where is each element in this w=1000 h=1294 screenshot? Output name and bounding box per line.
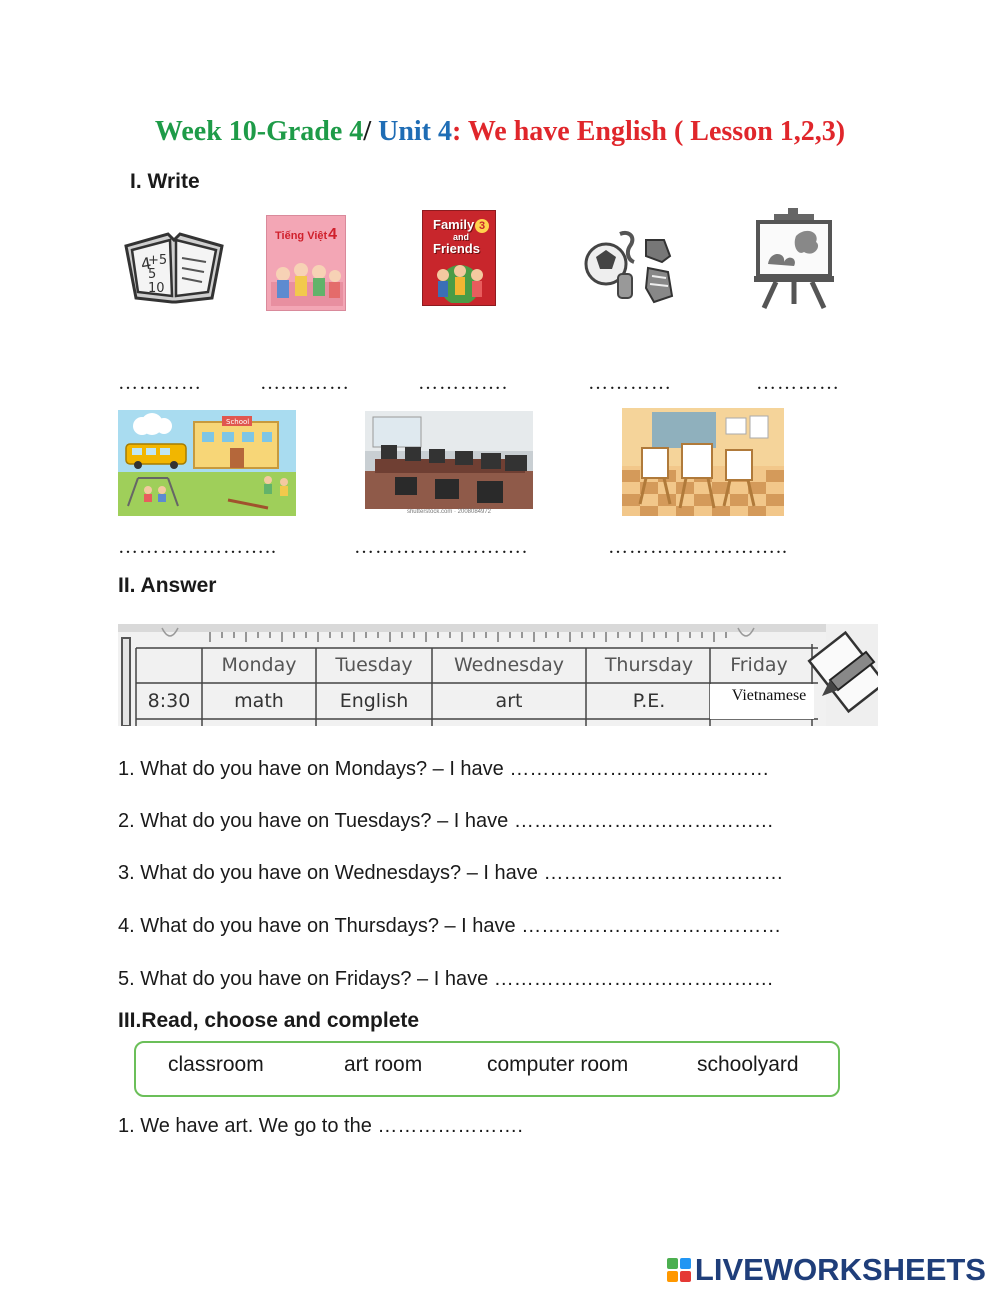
write-blank-5[interactable]: ………… bbox=[756, 372, 840, 394]
title-separator: / bbox=[363, 116, 379, 147]
cover-line-friends: Friends bbox=[433, 241, 480, 256]
timetable-day-2: Tuesday bbox=[335, 654, 413, 676]
timetable-subject-3: art bbox=[495, 690, 523, 712]
liveworksheets-logo[interactable] bbox=[667, 1252, 986, 1288]
schoolyard-picture bbox=[118, 410, 296, 516]
answer-blank-1[interactable]: ………………………………… bbox=[509, 758, 770, 780]
question-3 bbox=[118, 862, 783, 885]
timetable-subject-2: English bbox=[339, 690, 409, 712]
write-blank-8[interactable]: …………………….. bbox=[608, 536, 788, 558]
complete-sentence-1[interactable]: 1. We have art. We go to the …………………. bbox=[118, 1115, 523, 1137]
question-2-text: 2. What do you have on Tuesdays? – I have bbox=[118, 810, 514, 832]
easel-icon bbox=[754, 206, 834, 310]
question-3-text: 3. What do you have on Wednesdays? – I have bbox=[118, 862, 544, 884]
question-5 bbox=[118, 968, 774, 991]
school-sign-text: School bbox=[226, 418, 250, 426]
svg-text:5: 5 bbox=[148, 267, 157, 282]
title-topic: : We have English ( Lesson 1,2,3) bbox=[452, 116, 846, 147]
children-illustration-icon bbox=[271, 252, 343, 306]
section-2-heading: II. Answer bbox=[118, 574, 217, 597]
write-blank-3[interactable]: …………. bbox=[418, 372, 508, 394]
cover-level-number: 3 bbox=[475, 219, 489, 233]
timetable-subject-4: P.E. bbox=[632, 690, 666, 712]
section-3-heading: III.Read, choose and complete bbox=[118, 1009, 420, 1032]
timetable-subject-5: Vietnamese bbox=[731, 687, 807, 704]
answer-blank-3[interactable]: ……………………………… bbox=[543, 862, 784, 884]
word-bank-schoolyard: schoolyard bbox=[697, 1053, 799, 1076]
answer-blank-2[interactable]: ………………………………… bbox=[513, 810, 774, 832]
timetable-day-5: Friday bbox=[730, 654, 788, 676]
write-blank-4[interactable]: ………… bbox=[588, 372, 672, 394]
art-room-picture bbox=[622, 408, 784, 516]
section-1-heading: I. Write bbox=[130, 170, 200, 193]
tieng-viet-cover-title: Tiếng Việt bbox=[275, 230, 328, 242]
stock-photo-caption: shutterstock.com · 2008084972 bbox=[406, 509, 492, 515]
answer-blank-5[interactable]: …………………………………… bbox=[493, 968, 774, 990]
cover-line-and: and bbox=[453, 232, 470, 242]
write-blank-7[interactable]: ……………………. bbox=[354, 536, 528, 558]
question-1-text: 1. What do you have on Mondays? – I have bbox=[118, 758, 510, 780]
word-bank-computer-room: computer room bbox=[487, 1053, 629, 1076]
sports-equipment-icon bbox=[584, 226, 676, 312]
cover-line-family: Family bbox=[433, 217, 475, 232]
write-blank-2[interactable]: ….……… bbox=[260, 372, 350, 394]
write-blank-1[interactable]: ………… bbox=[118, 372, 202, 394]
answer-blank-4[interactable]: ………………………………… bbox=[521, 915, 782, 937]
tieng-viet-book-cover bbox=[266, 215, 346, 311]
svg-text:+5: +5 bbox=[148, 253, 168, 268]
title-week-grade: Week 10-Grade 4 bbox=[154, 116, 364, 147]
logo-text: LIVEWORKSHEETS bbox=[694, 1252, 986, 1287]
math-book-icon bbox=[118, 216, 230, 310]
family-illustration-icon bbox=[427, 259, 493, 303]
question-1 bbox=[118, 758, 769, 781]
timetable-day-4: Thursday bbox=[604, 654, 694, 676]
timetable-subject-1: math bbox=[234, 690, 284, 712]
svg-text:4: 4 bbox=[139, 253, 153, 274]
question-2 bbox=[118, 810, 774, 833]
question-5-text: 5. What do you have on Fridays? – I have bbox=[118, 968, 494, 990]
page-title bbox=[0, 116, 1000, 148]
tieng-viet-cover-number: 4 bbox=[328, 226, 337, 243]
svg-text:10: 10 bbox=[148, 281, 165, 296]
timetable-day-3: Wednesday bbox=[453, 654, 565, 676]
question-4 bbox=[118, 915, 781, 938]
timetable-day-1: Monday bbox=[221, 654, 297, 676]
question-4-text: 4. What do you have on Thursdays? – I have bbox=[118, 915, 522, 937]
title-unit: Unit 4 bbox=[378, 116, 452, 147]
timetable-time: 8:30 bbox=[147, 690, 191, 712]
timetable bbox=[118, 624, 878, 726]
write-blank-6[interactable]: ………………….. bbox=[118, 536, 277, 558]
word-bank-art-room: art room bbox=[344, 1053, 423, 1076]
word-bank-classroom: classroom bbox=[168, 1053, 264, 1076]
family-and-friends-book-cover bbox=[422, 210, 496, 306]
logo-mark-icon bbox=[667, 1258, 691, 1282]
computer-room-picture bbox=[365, 411, 533, 517]
